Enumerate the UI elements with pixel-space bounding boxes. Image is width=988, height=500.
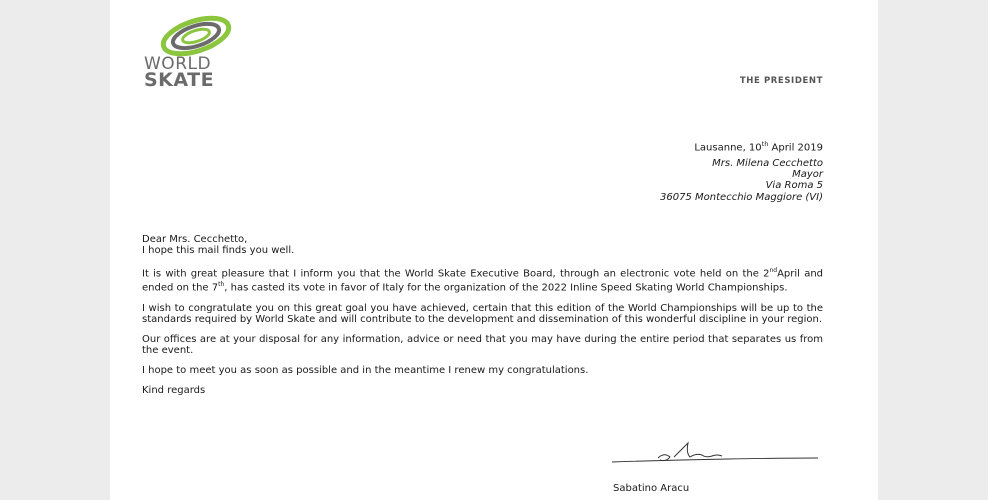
signer-name: Sabatino Aracu <box>613 483 690 494</box>
paragraph-3: Our offices are at your disposal for any information, advice or need that you may have during the entire period that separates us from the event. <box>142 333 823 356</box>
recipient-title: Mayor <box>792 169 823 181</box>
logo-wordmark <box>144 54 254 91</box>
date-place: Lausanne, 10 <box>694 142 762 154</box>
paragraph-2: I wish to congratulate you on this great goal you have achieved, certain that this edition of the World Championships will be up to the standards required by World Skate and will contribute to the development and dissemination of this wonderful discipline in your region. <box>142 302 823 325</box>
logo-line-skate: SKATE <box>144 69 215 91</box>
sender-role: THE PRESIDENT <box>739 76 823 86</box>
p1-sup-1: nd <box>769 267 778 274</box>
greeting: I hope this mail finds you well. <box>142 245 295 256</box>
recipient-address <box>660 158 823 203</box>
salutation-block <box>142 234 823 256</box>
signature-icon <box>610 440 820 470</box>
salutation: Dear Mrs. Cecchetto, <box>142 234 248 245</box>
letter-date <box>694 140 823 153</box>
closing: Kind regards <box>142 384 206 396</box>
p1-sup-2: th <box>218 281 225 289</box>
p1-part-b: April and ended on the 7 <box>142 268 824 294</box>
letter-page <box>110 0 878 500</box>
logo-line-world: WORLD <box>144 54 212 74</box>
paragraph-4: I hope to meet you as soon as possible and in the meantime I renew my congratulations. <box>142 364 589 376</box>
recipient-city: 36075 Montecchio Maggiore (VI) <box>660 191 823 203</box>
paragraph-1 <box>142 265 823 294</box>
letter-body <box>142 234 823 405</box>
p1-part-a: It is with great pleasure that I inform you that the World Skate Executive Board, through an electronic vote held on the 2 <box>142 268 770 280</box>
recipient-name: Mrs. Milena Cecchetto <box>712 158 823 169</box>
p1-part-c: , has casted its vote in favor of Italy for the organization of the 2022 Inline Speed Skating World Championships. <box>224 282 788 294</box>
date-sup: th <box>761 140 769 148</box>
recipient-street: Via Roma 5 <box>765 180 823 192</box>
date-rest: April 2019 <box>768 142 823 154</box>
